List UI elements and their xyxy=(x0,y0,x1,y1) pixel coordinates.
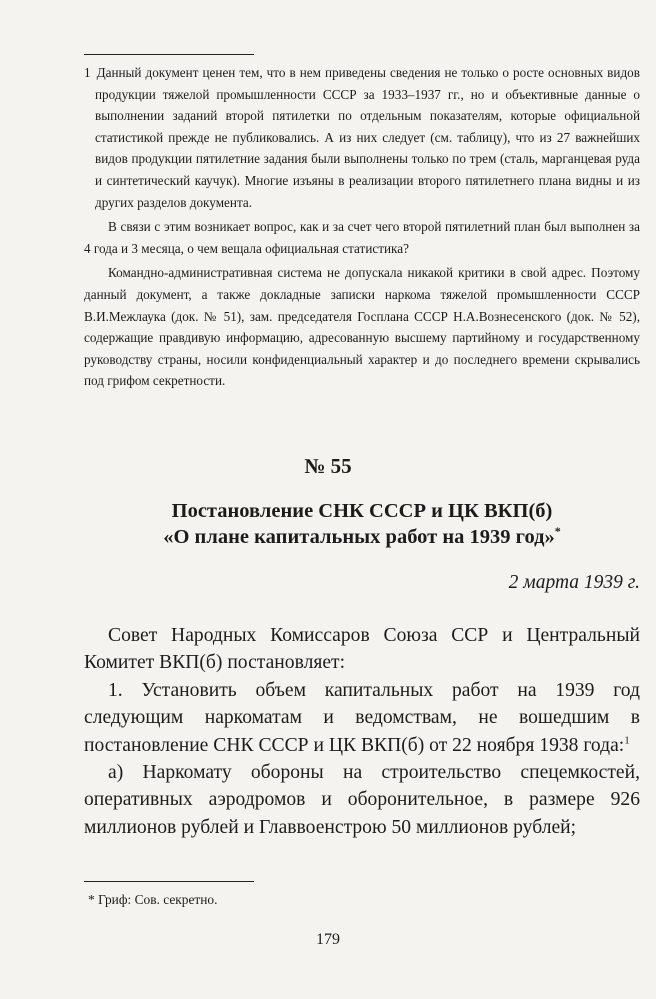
page-number: 179 xyxy=(316,931,340,948)
document-number: № 55 xyxy=(304,454,352,478)
footnote-paragraph-3: Командно-административная система не допускала никакой критики в свой адрес. Поэтому данный документ, а также докладные записки наркома тяжелой промышленности СССР В.И.Межлаука (док. № 51), зам. председателя Госплана СССР Н.А.Вознесенского (док. № 52), содержащие правдивую информацию, адресованную высшему партийному и государственному руководству страны, носили конфиденциальный характер и до последнего времени скрывались под грифом секретности. xyxy=(84,265,640,389)
secrecy-footnote-marker: * xyxy=(88,892,95,907)
secrecy-footnote xyxy=(88,891,217,909)
editorial-footnote xyxy=(84,62,640,392)
document-title xyxy=(84,498,640,550)
footnote-marker: 1 xyxy=(84,65,91,80)
body-paragraph-2: 1. Установить объем капитальных работ на 1939 год следующим наркоматам и ведомствам, не вошедшим в постановление СНК СССР и ЦК ВКП(б) от 22 ноября 1938 года:$^1$ xyxy=(84,679,640,756)
body-footnote-mark: 1 xyxy=(624,734,630,747)
document-date: 2 марта 1939 г. xyxy=(508,572,640,593)
title-line-1: Постановление СНК СССР и ЦК ВКП(б) xyxy=(171,500,553,522)
secrecy-footnote-text: Гриф: Сов. секретно. xyxy=(98,892,218,907)
body-paragraph-3: а) Наркомату обороны на строительство спецемкостей, оперативных аэродромов и оборонительное, в размере 926 миллионов рублей и Главвоенстрою 50 миллионов рублей; xyxy=(84,762,640,838)
footnote-divider-top xyxy=(84,54,254,55)
title-footnote-mark: * xyxy=(554,524,561,539)
document-body xyxy=(84,622,640,841)
title-line-2: «О плане капитальных работ на 1939 год»* xyxy=(163,524,561,548)
footnote-divider-bottom xyxy=(84,881,254,882)
body-paragraph-1: Совет Народных Комиссаров Союза ССР и Центральный Комитет ВКП(б) постановляет: xyxy=(84,625,640,674)
footnote-paragraph-1: 1 Данный документ ценен тем, что в нем приведены сведения не только о росте основных видов продукции тяжелой промышленности СССР за 1933–1937 гг., но и объективные данные о выполнении заданий второй пятилетки по отдельным показателям, которые официальной статистикой прежде не публиковались. А из них следует (см. таблицу), что из 27 важнейших видов продукции пятилетние задания были выполнены только по трем (сталь, марганцевая руда и синтетический каучук). Многие изъяны в реализации второго пятилетнего плана видны и из других разделов документа. xyxy=(84,65,640,210)
footnote-paragraph-2: В связи с этим возникает вопрос, как и за счет чего второй пятилетний план был выполнен за 4 года и 3 месяца, о чем вещала официальная статистика? xyxy=(84,219,640,256)
